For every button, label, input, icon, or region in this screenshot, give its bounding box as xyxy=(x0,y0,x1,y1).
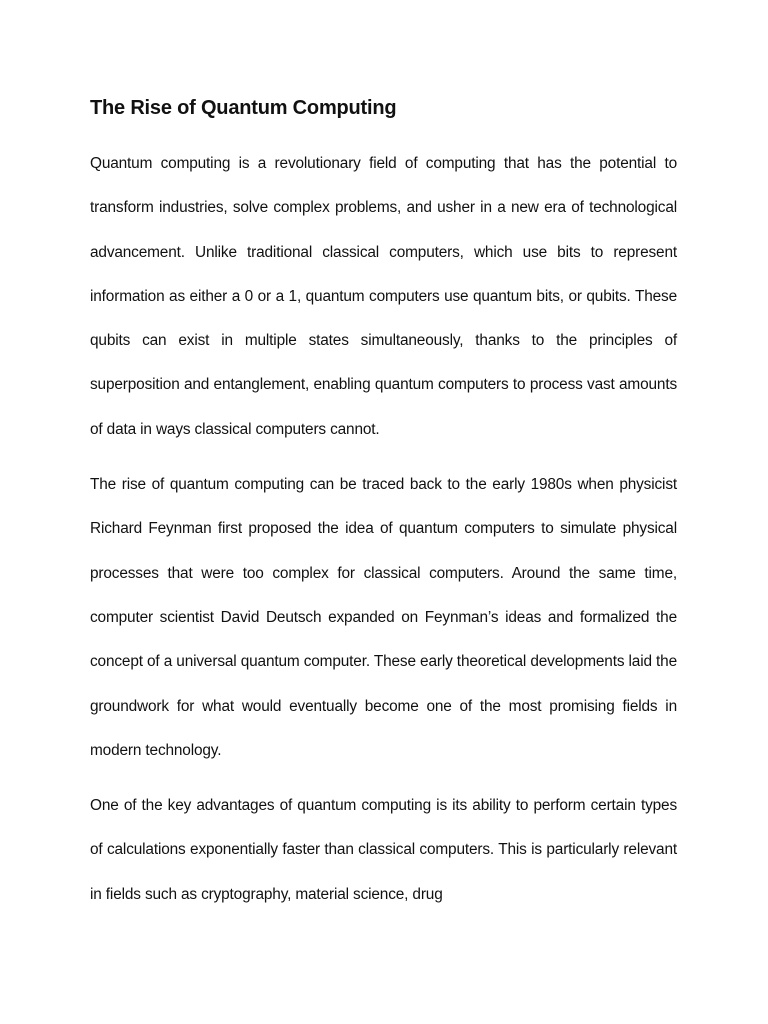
paragraph-advantages: One of the key advantages of quantum computing is its ability to perform certain types of calculations exponentially faster than classical computers. This is particularly relevant in fields such as cryptography, material science, drug xyxy=(90,797,677,903)
paragraph-intro: Quantum computing is a revolutionary field of computing that has the potential to transform industries, solve complex problems, and usher in a new era of technological advancement. Unlike traditional classical computers, which use bits to represent information as either a 0 or a 1, quantum computers use quantum bits, or qubits. These qubits can exist in multiple states simultaneously, thanks to the principles of superposition and entanglement, enabling quantum computers to process vast amounts of data in ways classical computers cannot. xyxy=(90,155,677,438)
document-title: The Rise of Quantum Computing xyxy=(90,97,397,119)
document-body xyxy=(90,94,677,917)
paragraph-history: The rise of quantum computing can be traced back to the early 1980s when physicist Richard Feynman first proposed the idea of quantum computers to simulate physical processes that were too complex for classical computers. Around the same time, computer scientist David Deutsch expanded on Feynman’s ideas and formalized the concept of a universal quantum computer. These early theoretical developments laid the groundwork for what would eventually become one of the most promising fields in modern technology. xyxy=(90,476,677,759)
